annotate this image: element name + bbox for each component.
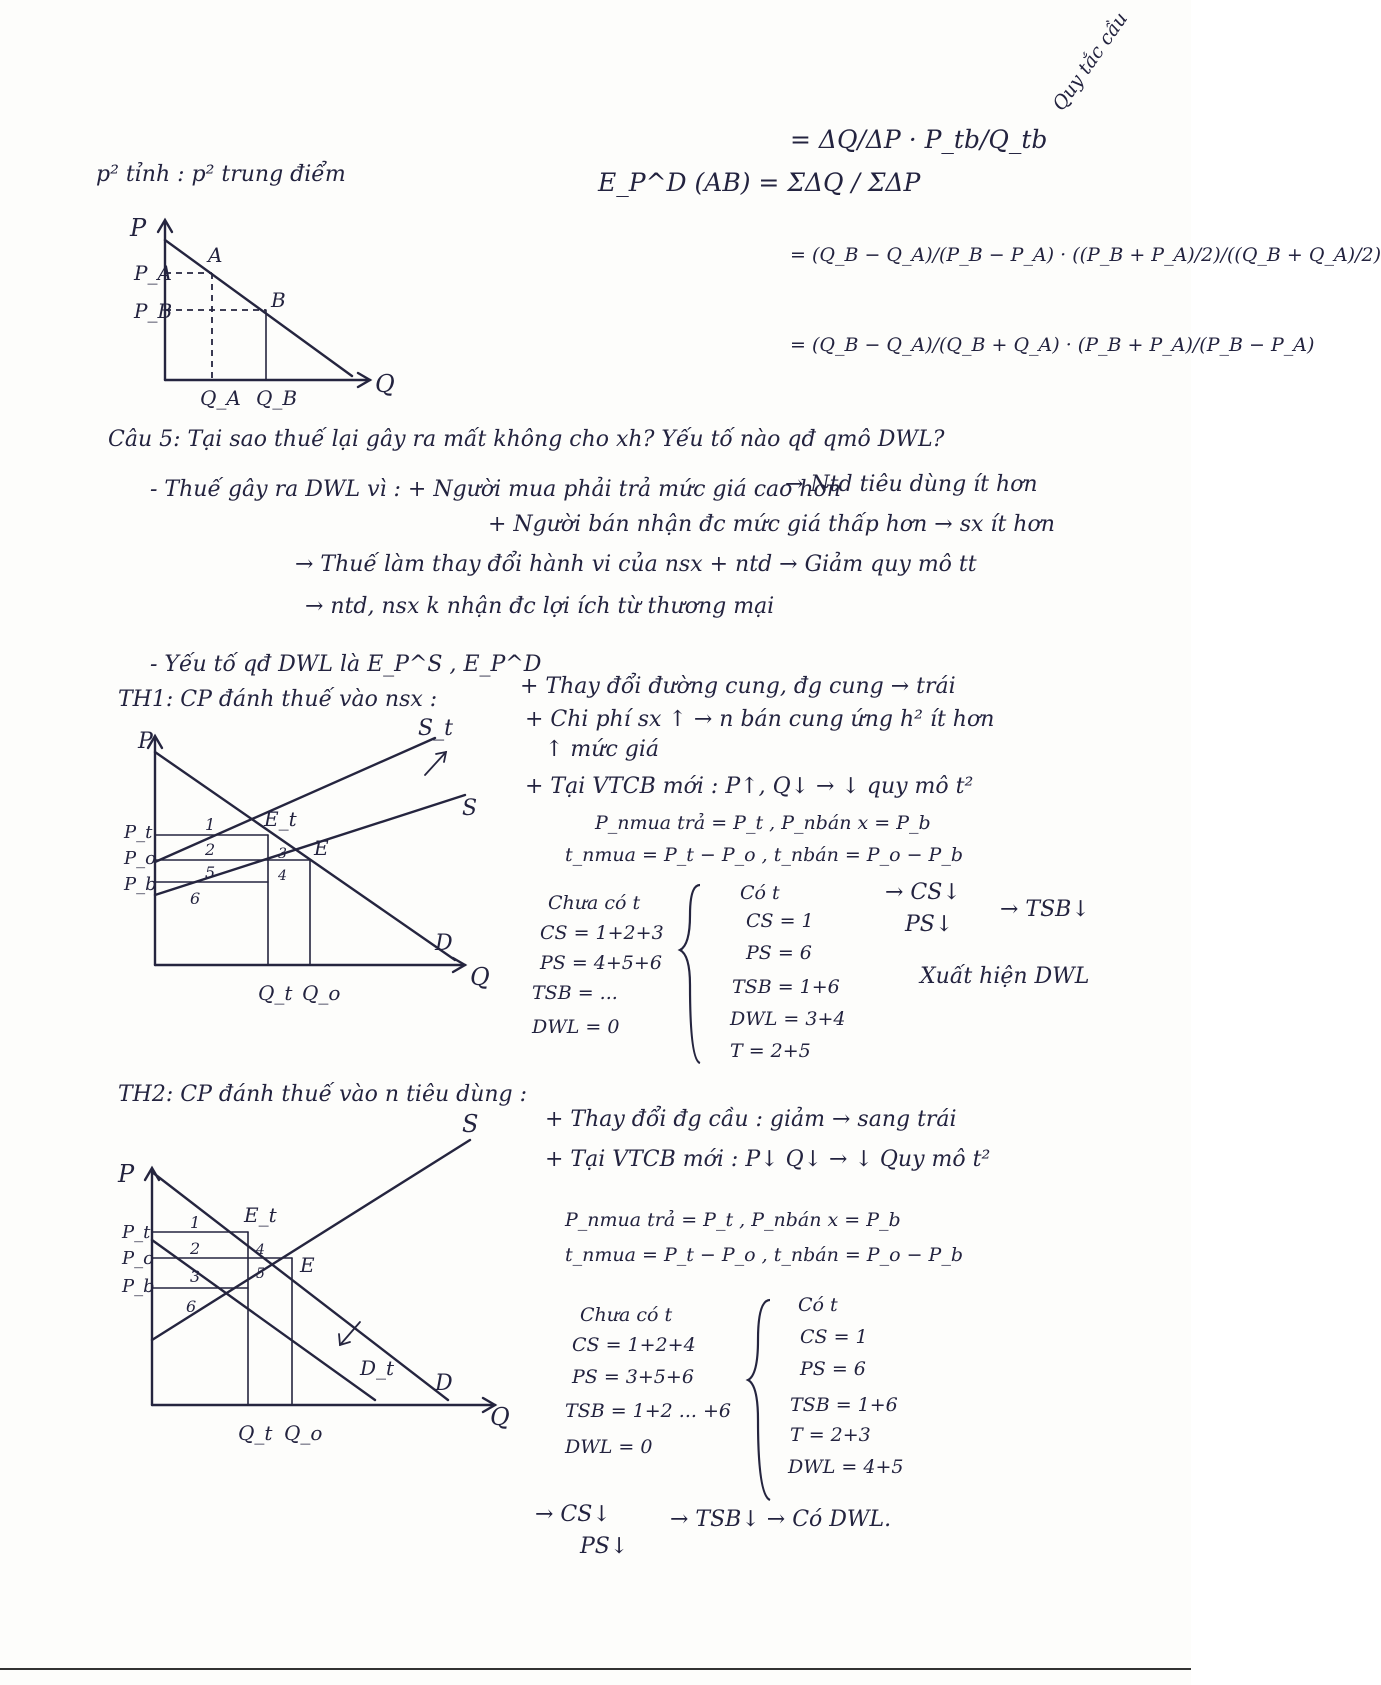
th1-bullet-5: t_nmua = P_t − P_o , t_nbán = P_o − P_b xyxy=(565,844,963,866)
cau5-line-3: + Người bán nhận đc mức giá thấp hơn → sx ít hơn xyxy=(488,512,1055,537)
th1-conclusion-tsb: → TSB↓ xyxy=(1000,897,1090,922)
th1-with-tax-2: PS = 6 xyxy=(746,942,812,964)
th1-qo-label: Q_o xyxy=(302,981,341,1005)
th1-conclusion-dwl: Xuất hiện DWL xyxy=(920,964,1090,989)
th2-with-tax-5: DWL = 4+5 xyxy=(788,1456,904,1478)
margin-note: Quy tắc cầu xyxy=(1048,8,1133,115)
th1-no-tax-2: PS = 4+5+6 xyxy=(540,952,662,974)
th1-bullet-2: + Chi phí sx ↑ → n bán cung ứng h² ít hơn xyxy=(525,707,995,732)
th2-region-1: 1 xyxy=(190,1213,201,1232)
th2-pb-label: P_b xyxy=(122,1276,155,1297)
th2-bullet-1: + Thay đổi đg cầu : giảm → sang trái xyxy=(545,1107,957,1132)
th2-region-2: 2 xyxy=(190,1239,201,1258)
th2-e-label: E xyxy=(300,1253,315,1277)
th1-no-tax-1: CS = 1+2+3 xyxy=(540,922,664,944)
th2-no-tax-0: Chưa có t xyxy=(580,1304,673,1326)
th1-with-tax-5: T = 2+5 xyxy=(730,1040,811,1062)
th2-region-5: 5 xyxy=(256,1266,265,1282)
th1-bullet-4: P_nmua trả = P_t , P_nbán x = P_b xyxy=(595,812,931,834)
th1-price-axis-label: P xyxy=(138,729,153,754)
th2-quantity-axis-label: Q xyxy=(490,1403,510,1431)
elasticity-row-1: = ΔQ/ΔP · P_tb/Q_tb xyxy=(790,125,1048,154)
th1-with-tax-0: Có t xyxy=(740,882,780,904)
th2-conclusion-tsb: → TSB↓ → Có DWL. xyxy=(670,1507,892,1532)
th1-e-label: E xyxy=(314,836,329,860)
th2-et-label: E_t xyxy=(244,1203,277,1227)
pa-label: P_A xyxy=(134,261,172,285)
th1-with-tax-1: CS = 1 xyxy=(746,910,814,932)
qb-label: Q_B xyxy=(256,386,298,410)
th1-d-label: D xyxy=(435,931,453,956)
th1-title: TH1: CP đánh thuế vào nsx : xyxy=(118,687,438,712)
point-b-label: B xyxy=(271,288,286,312)
th1-bullet-1: + Thay đổi đường cung, đg cung → trái xyxy=(520,674,956,699)
th1-region-6: 6 xyxy=(190,889,201,908)
th1-s-label: S xyxy=(462,796,478,821)
th1-region-1: 1 xyxy=(205,815,216,834)
th2-qt-label: Q_t xyxy=(238,1421,273,1445)
th1-pt-label: P_t xyxy=(124,822,153,843)
elasticity-lhs: E_P^D (AB) = ΣΔQ / ΣΔP xyxy=(598,168,921,197)
cau5-line-6: - Yếu tố qđ DWL là E_P^S , E_P^D xyxy=(150,652,542,677)
th2-price-axis-label: P xyxy=(118,1160,135,1188)
page-bottom-rule xyxy=(0,1668,1191,1670)
cau5-line-1: - Thuế gây ra DWL vì : + Người mua phải trả mức giá cao hơn xyxy=(150,477,841,502)
th2-d-label: D xyxy=(435,1371,453,1396)
th2-region-3: 3 xyxy=(190,1267,201,1286)
point-a-label: A xyxy=(208,243,223,267)
th1-pb-label: P_b xyxy=(124,874,157,895)
th2-no-tax-1: CS = 1+2+4 xyxy=(572,1334,696,1356)
th2-s-label: S xyxy=(462,1110,479,1138)
th1-no-tax-0: Chưa có t xyxy=(548,892,641,914)
quantity-axis-label: Q xyxy=(375,370,395,398)
th1-quantity-axis-label: Q xyxy=(470,963,490,991)
th2-with-tax-3: TSB = 1+6 xyxy=(790,1394,898,1416)
th1-with-tax-4: DWL = 3+4 xyxy=(730,1008,846,1030)
cau5-line-4: → Thuế làm thay đổi hành vi của nsx + ntd → Giảm quy mô tt xyxy=(295,552,977,577)
th2-with-tax-2: PS = 6 xyxy=(800,1358,866,1380)
th1-conclusion-ps: PS↓ xyxy=(905,912,954,937)
th2-title: TH2: CP đánh thuế vào n tiêu dùng : xyxy=(118,1082,528,1107)
th1-region-4: 4 xyxy=(278,868,287,884)
th2-with-tax-4: T = 2+3 xyxy=(790,1424,871,1446)
th1-bullet-2b: ↑ mức giá xyxy=(545,737,660,762)
th2-region-6: 6 xyxy=(186,1297,197,1316)
pb-label: P_B xyxy=(134,299,173,323)
th2-conclusion-ps: PS↓ xyxy=(580,1534,629,1559)
note-header: p² tỉnh : p² trung điểm xyxy=(96,162,346,187)
th1-po-label: P_o xyxy=(124,848,156,869)
th2-region-4: 4 xyxy=(256,1242,265,1258)
th1-region-2: 2 xyxy=(205,840,216,859)
th1-with-tax-3: TSB = 1+6 xyxy=(732,976,840,998)
th2-no-tax-2: PS = 3+5+6 xyxy=(572,1366,694,1388)
elasticity-row-2: = (Q_B − Q_A)/(P_B − P_A) · ((P_B + P_A)/2)/((Q_B + Q_A)/2) xyxy=(790,244,1381,266)
th1-no-tax-3: TSB = ... xyxy=(532,982,618,1004)
price-axis-label: P xyxy=(130,214,147,242)
th2-bullet-3: P_nmua trả = P_t , P_nbán x = P_b xyxy=(565,1209,901,1231)
th1-et-label: E_t xyxy=(264,807,297,831)
th1-conclusion-cs: → CS↓ xyxy=(885,880,961,905)
th2-dt-label: D_t xyxy=(360,1356,395,1380)
th2-with-tax-1: CS = 1 xyxy=(800,1326,868,1348)
th1-qt-label: Q_t xyxy=(258,981,293,1005)
th2-bullet-4: t_nmua = P_t − P_o , t_nbán = P_o − P_b xyxy=(565,1244,963,1266)
th2-no-tax-3: TSB = 1+2 ... +6 xyxy=(565,1400,731,1422)
elasticity-row-3: = (Q_B − Q_A)/(Q_B + Q_A) · (P_B + P_A)/(P_B − P_A) xyxy=(790,334,1315,356)
th1-bullet-3: + Tại VTCB mới : P↑, Q↓ → ↓ quy mô t² xyxy=(525,774,974,799)
cau5-line-5: → ntd, nsx k nhận đc lợi ích từ thương mại xyxy=(305,594,775,619)
th1-st-label: S_t xyxy=(418,716,453,741)
th1-region-5: 5 xyxy=(205,863,216,882)
th2-no-tax-4: DWL = 0 xyxy=(565,1436,653,1458)
th2-conclusion-cs: → CS↓ xyxy=(535,1502,611,1527)
th2-pt-label: P_t xyxy=(122,1222,151,1243)
th2-qo-label: Q_o xyxy=(284,1421,323,1445)
th2-bullet-2: + Tại VTCB mới : P↓ Q↓ → ↓ Quy mô t² xyxy=(545,1147,991,1172)
th2-with-tax-0: Có t xyxy=(798,1294,838,1316)
th1-no-tax-4: DWL = 0 xyxy=(532,1016,620,1038)
cau5-line-2: → Ntd tiêu dùng ít hơn xyxy=(785,472,1038,497)
th1-region-3: 3 xyxy=(278,846,287,862)
qa-label: Q_A xyxy=(200,386,241,410)
th2-po-label: P_o xyxy=(122,1248,154,1269)
question-5-title: Câu 5: Tại sao thuế lại gây ra mất không cho xh? Yếu tố nào qđ qmô DWL? xyxy=(108,427,945,452)
